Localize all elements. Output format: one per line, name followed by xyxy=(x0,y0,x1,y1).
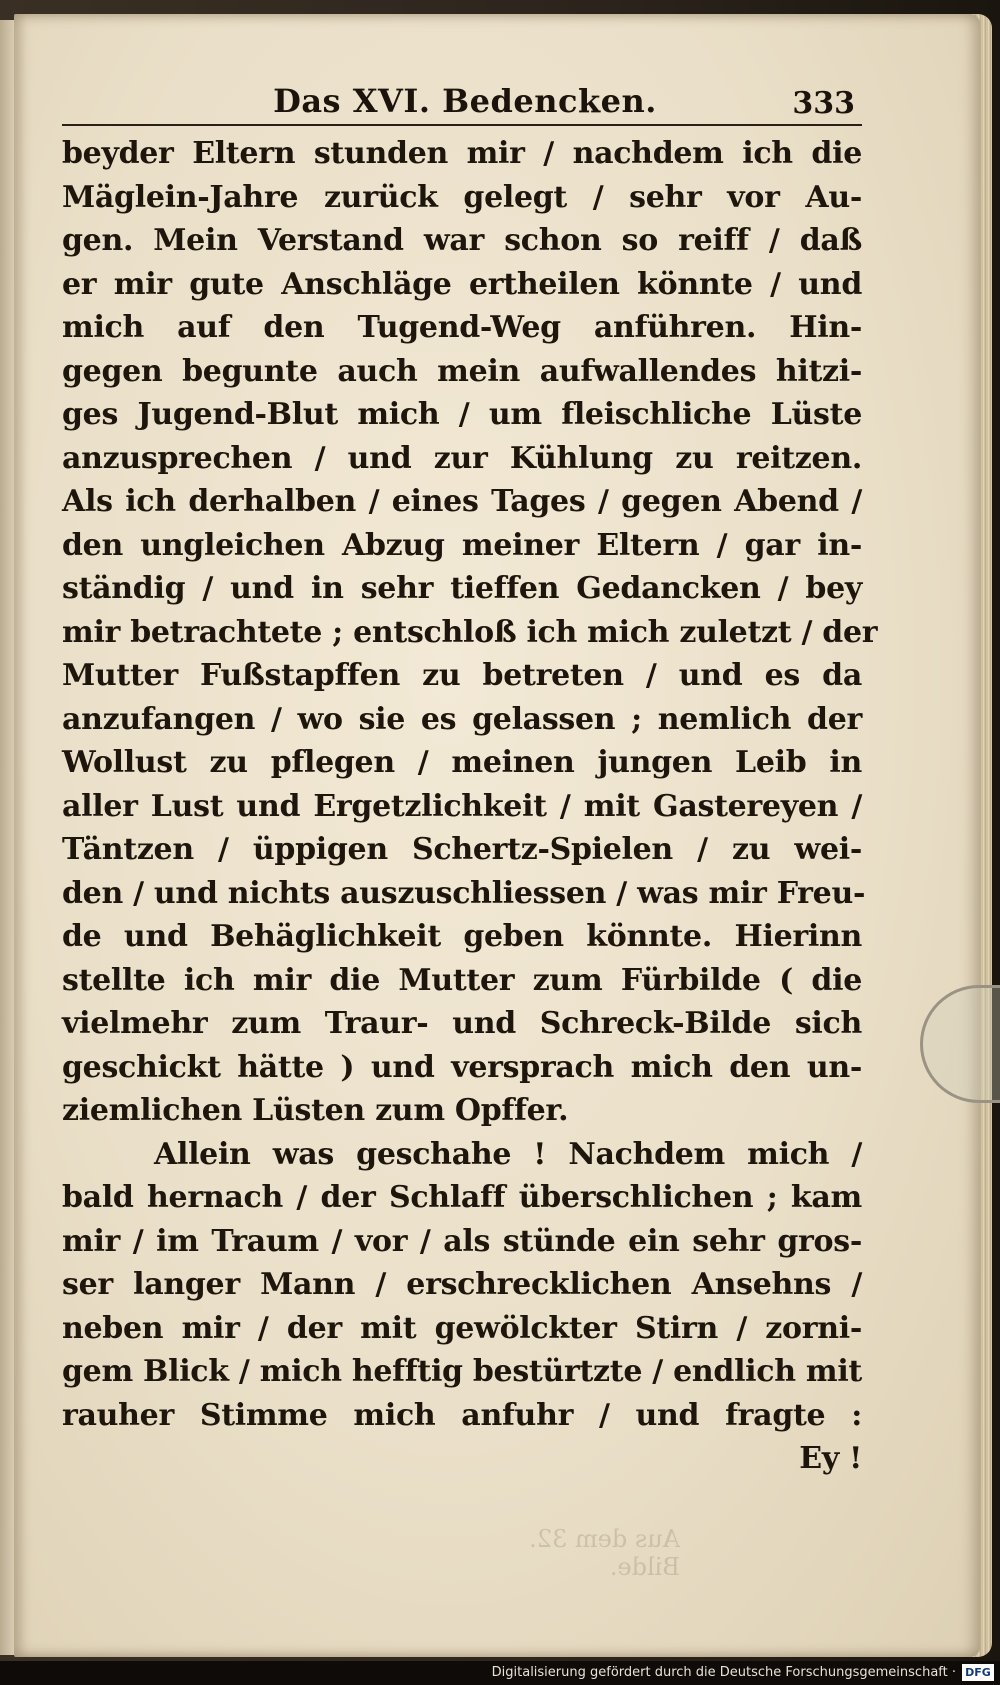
text-line: anzusprechen / und zur Kühlung zu reitzen. xyxy=(62,440,862,476)
text-line: ziemlichen Lüsten zum Opffer. xyxy=(62,1093,569,1128)
text-line: neben mir / der mit gewölckter Stirn / zorni- xyxy=(62,1310,862,1346)
text-line: mich auf den Tugend-Weg anführen. Hin- xyxy=(62,310,862,345)
text-line: beyder Eltern stunden mir / nachdem ich die xyxy=(62,136,862,171)
text-line: gen. Mein Verstand war schon so reiff / daß xyxy=(62,223,862,258)
text-line: gem Blick / mich hefftig bestürtzte / endlich mit xyxy=(62,1354,862,1389)
text-line: anzufangen / wo sie es gelassen ; nemlich der xyxy=(62,701,862,737)
bleed-through-text: Aus dem 32. Bilde. xyxy=(529,1525,680,1581)
footer-credit: Digitalisierung gefördert durch die Deutsche Forschungsgemeinschaft · xyxy=(491,1665,956,1680)
text-line: stellte ich mir die Mutter zum Fürbilde ( die xyxy=(62,962,862,998)
footer-bar xyxy=(0,1661,1000,1685)
paragraph-start-line: Allein was geschahe ! Nachdem mich / xyxy=(154,1136,862,1172)
text-line: bald hernach / der Schlaff überschlichen ; kam xyxy=(62,1180,862,1215)
text-line: Als ich derhalben / eines Tages / gegen Abend / xyxy=(62,484,862,519)
text-line: Täntzen / üppigen Schertz-Spielen / zu wei- xyxy=(62,832,862,867)
body-text xyxy=(62,132,878,1481)
text-line: rauher Stimme mich anfuhr / und fragte : xyxy=(62,1397,862,1433)
text-line: ges Jugend-Blut mich / um fleischliche Lüste xyxy=(62,397,862,432)
catchword: Ey ! xyxy=(799,1441,862,1476)
text-line: gegen begunte auch mein aufwallendes hitzi- xyxy=(62,353,862,389)
text-line: den / und nichts auszuschliessen / was mir Freu- xyxy=(62,875,866,911)
text-line: ser langer Mann / erschrecklichen Ansehns / xyxy=(62,1267,862,1302)
text-line: den ungleichen Abzug meiner Eltern / gar in- xyxy=(62,527,862,563)
header-rule xyxy=(62,124,862,126)
text-line: Wollust zu pflegen / meinen jungen Leib in xyxy=(62,745,862,780)
text-line: vielmehr zum Traur- und Schreck-Bilde sich xyxy=(62,1006,862,1041)
dfg-logo: DFG xyxy=(962,1664,994,1681)
text-line: aller Lust und Ergetzlichkeit / mit Gastereyen / xyxy=(62,788,862,824)
text-line: er mir gute Anschläge ertheilen könnte / und xyxy=(62,266,862,302)
text-line: geschickt hätte ) und versprach mich den un- xyxy=(62,1049,862,1085)
text-line: mir / im Traum / vor / als stünde ein sehr gros- xyxy=(62,1223,862,1259)
adjacent-page-edge xyxy=(0,20,15,1655)
text-line: de und Behäglichkeit geben könnte. Hierinn xyxy=(62,919,862,954)
text-line: Mäglein-Jahre zurück gelegt / sehr vor Au- xyxy=(62,179,862,215)
page-number: 333 xyxy=(792,86,855,121)
text-line: mir betrachtete ; entschloß ich mich zuletzt / der xyxy=(62,614,878,650)
text-line: ständig / und in sehr tieffen Gedancken / bey xyxy=(62,571,862,606)
running-head: Das XVI. Bedencken. xyxy=(273,82,657,120)
text-line: Mutter Fußstapffen zu betreten / und es da xyxy=(62,658,862,693)
